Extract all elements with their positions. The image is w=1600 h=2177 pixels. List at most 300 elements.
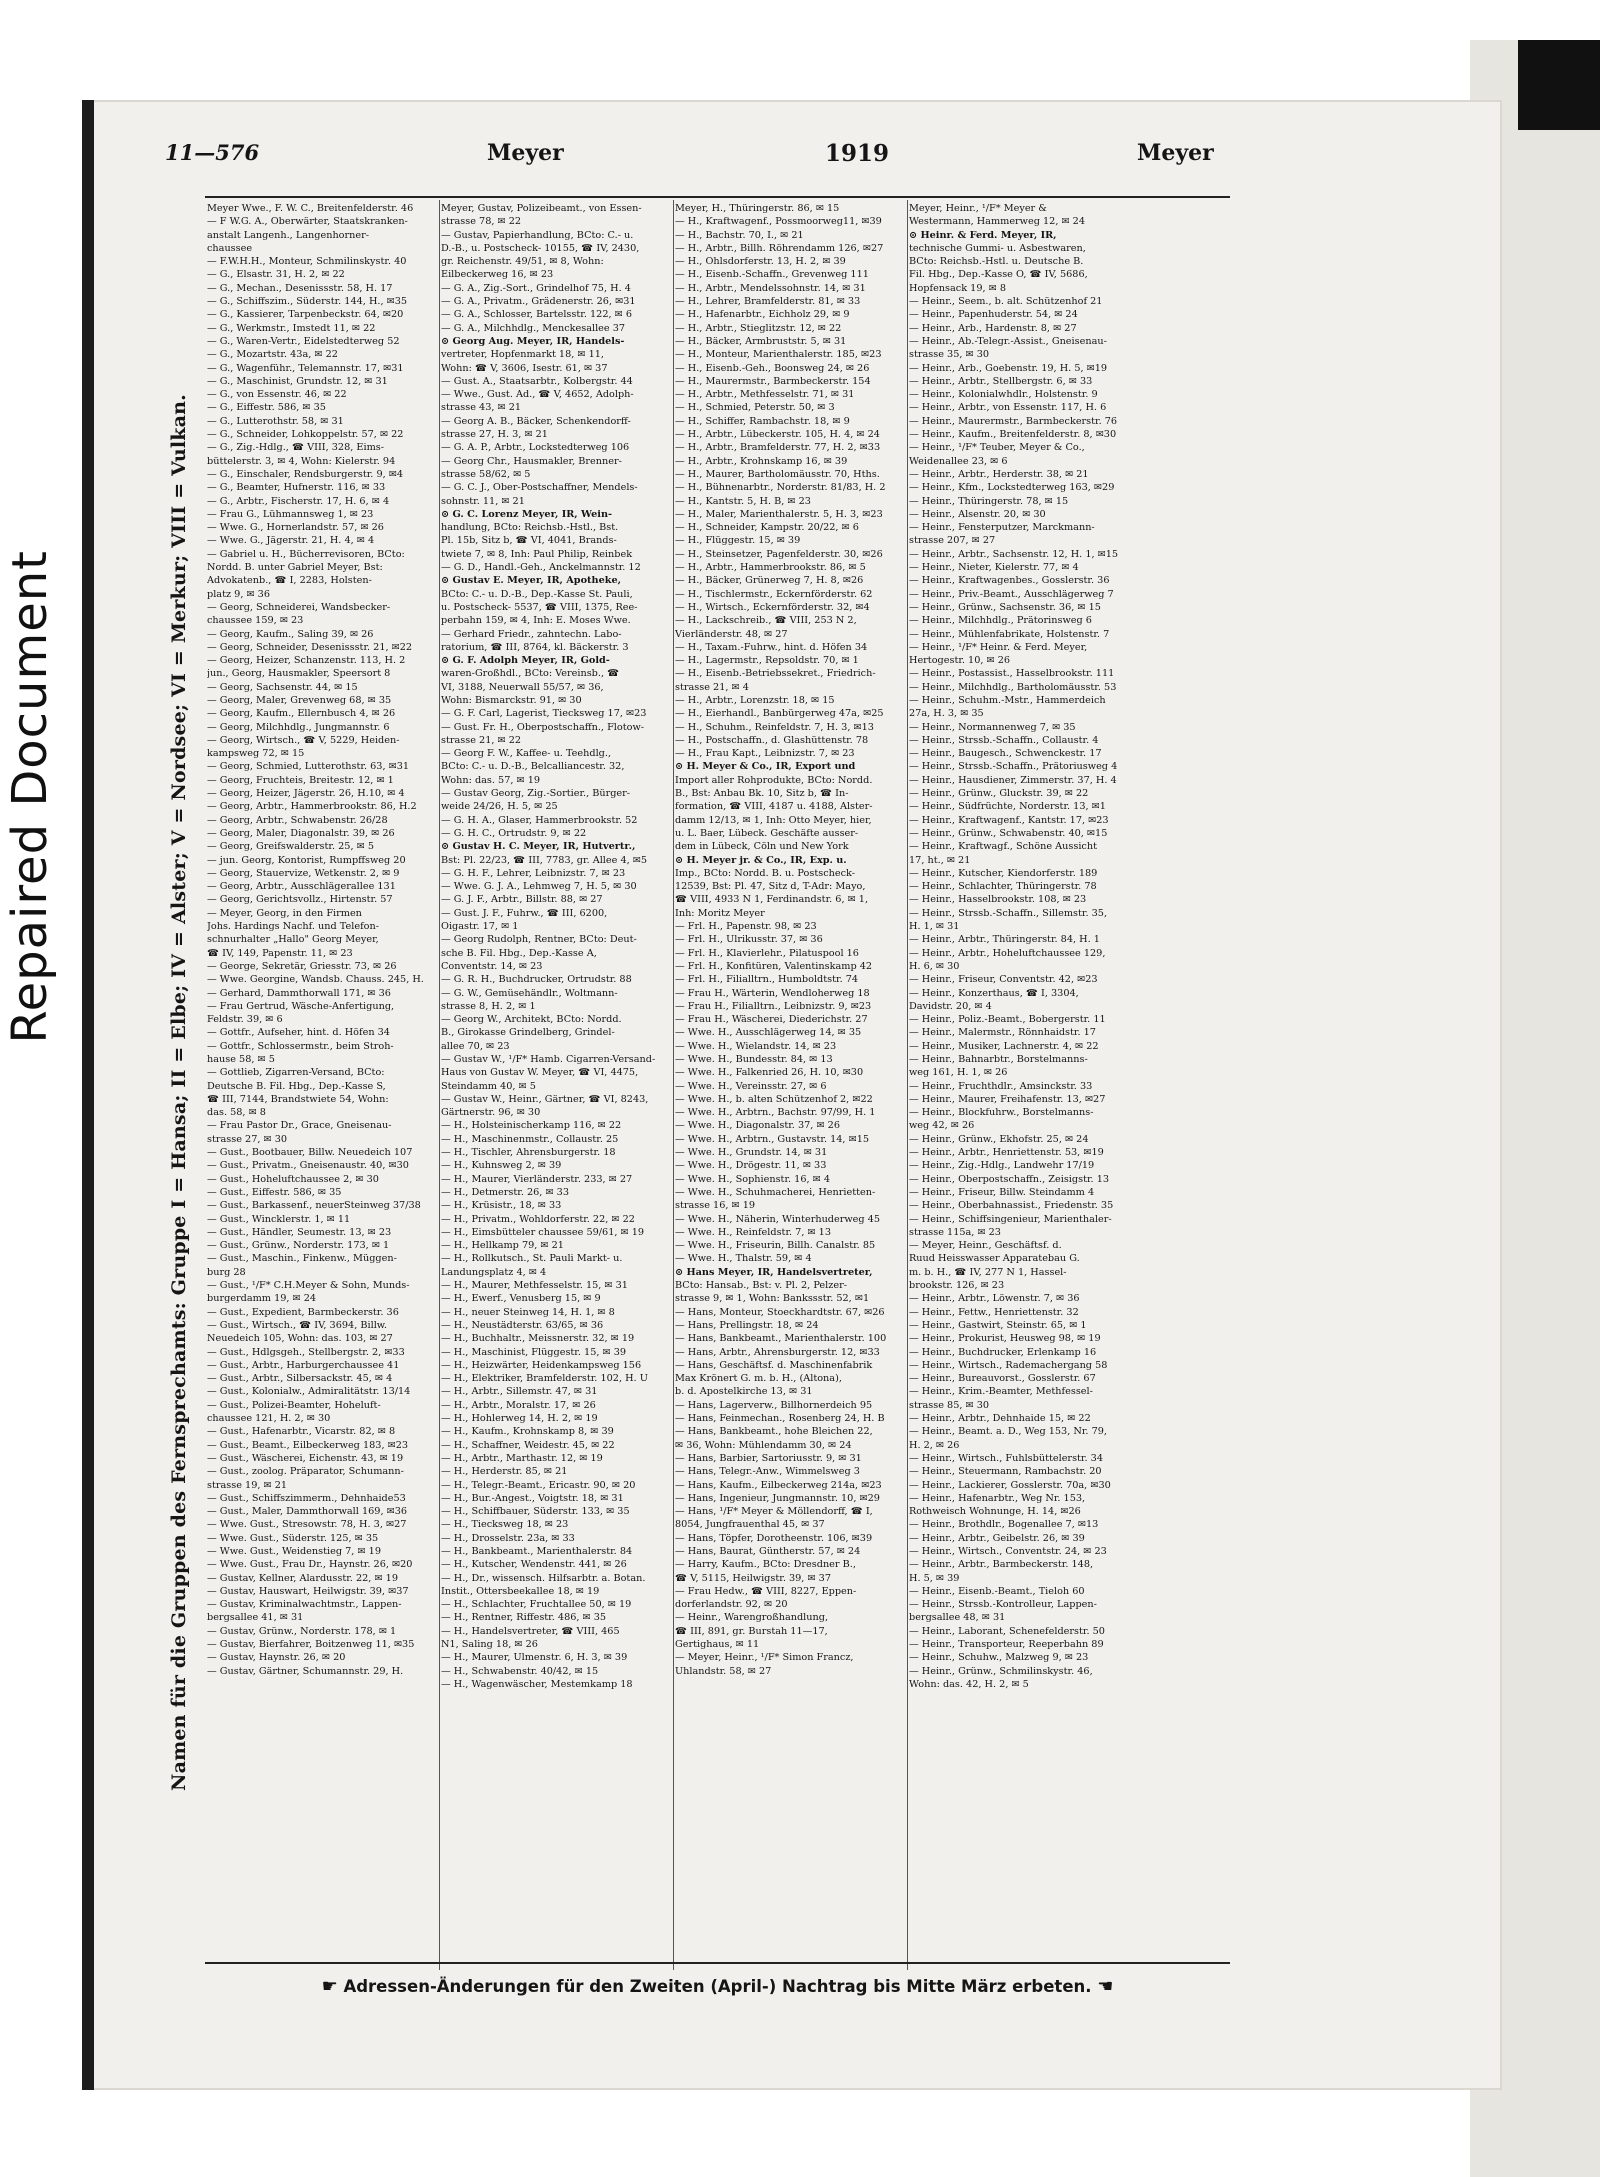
pointing-hand-left-icon: ☚ (1097, 1976, 1114, 1997)
directory-entry: — G. H. C., Ortrudstr. 9, ✉ 22 (441, 827, 587, 839)
directory-entry: — Georg, Wirtsch., ☎ V, 5229, Heiden- (207, 734, 400, 746)
directory-entry: — Georg, Arbtr., Ausschlägerallee 131 (207, 881, 396, 893)
directory-entry: — Wwe. Gust., Stresowstr. 78, H. 3, ✉27 (207, 1519, 407, 1531)
scan-corner-shadow (1518, 40, 1600, 130)
directory-entry: — Gustav, Hauswart, Heilwigstr. 39, ✉37 (207, 1585, 409, 1597)
directory-entry: — Wwe., Gust. Ad., ☎ V, 4652, Adolph- (441, 389, 634, 401)
directory-entry: B., Girokasse Grindelberg, Grindel- (441, 1027, 615, 1039)
directory-entry: — Heinr., Thüringerstr. 78, ✉ 15 (909, 495, 1069, 507)
directory-entry: — G. A., Schlosser, Bartelsstr. 122, ✉ 6 (441, 309, 633, 321)
directory-entry: — H., Schiffer, Rambachstr. 18, ✉ 9 (675, 415, 850, 427)
directory-entry: — H., Maurer, Bartholomäusstr. 70, Hths. (675, 468, 880, 480)
header-rule (205, 196, 1230, 198)
directory-entry: — G. R. H., Buchdrucker, Ortrudstr. 88 (441, 974, 632, 986)
directory-entry: — H., Schmied, Peterstr. 50, ✉ 3 (675, 402, 835, 414)
directory-entry: — Heinr., Hasselbrookstr. 108, ✉ 23 (909, 894, 1087, 906)
directory-column-2 (441, 202, 665, 1957)
directory-entry: gr. Reichenstr. 49/51, ✉ 8, Wohn: (441, 256, 604, 268)
column-divider (907, 200, 908, 1970)
directory-entry: handlung, BCto: Reichsb.-Hstl., Bst. (441, 522, 619, 534)
directory-entry: ratorium, ☎ III, 8764, kl. Bäckerstr. 3 (441, 641, 629, 653)
directory-entry: waren-Großhdl., BCto: Vereinsb., ☎ (441, 668, 620, 680)
directory-entry: — Heinr., Postassist., Hasselbrookstr. 111 (909, 668, 1115, 680)
directory-entry: — G., von Essenstr. 46, ✉ 22 (207, 389, 347, 401)
directory-column-4 (909, 202, 1169, 1957)
column-divider (439, 200, 440, 1970)
directory-entry: — H., Flüggestr. 15, ✉ 39 (675, 535, 801, 547)
directory-entry: — H., Bäcker, Grünerweg 7, H. 8, ✉26 (675, 575, 864, 587)
directory-entry: — Wwe. H., Sophienstr. 16, ✉ 4 (675, 1173, 831, 1185)
directory-entry: Haus von Gustav W. Meyer, ☎ VI, 4475, (441, 1067, 639, 1079)
directory-entry: — Heinr., Bureauvorst., Gosslerstr. 67 (909, 1373, 1096, 1385)
directory-entry: — Heinr., Arbtr., Barmbeckerstr. 148, (909, 1559, 1094, 1571)
directory-entry: — Heinr., Arbtr., Geibelstr. 26, ✉ 39 (909, 1532, 1085, 1544)
directory-entry: — Hans, Lagerverw., Billhornerdeich 95 (675, 1399, 873, 1411)
directory-entry: — Wwe. H., Schuhmacherei, Henrietten- (675, 1186, 876, 1198)
directory-entry: — H., Maler, Marienthalerstr. 5, H. 3, ✉23 (675, 508, 883, 520)
directory-entry: — Heinr., Arbtr., Löwenstr. 7, ✉ 36 (909, 1293, 1080, 1305)
directory-entry: — Gust., Beamt., Eilbeckerweg 183, ✉23 (207, 1439, 409, 1451)
directory-entry: — H., Kuhnsweg 2, ✉ 39 (441, 1160, 562, 1172)
directory-entry: platz 9, ✉ 36 (207, 588, 270, 600)
directory-entry: — H., Detmerstr. 26, ✉ 33 (441, 1186, 569, 1198)
directory-entry: — Gottfr., Schlossermstr., beim Stroh- (207, 1040, 394, 1052)
directory-entry: — H., Kantstr. 5, H. B, ✉ 23 (675, 495, 811, 507)
directory-entry: — H., Dr., wissensch. Hilfsarbtr. a. Botan. (441, 1572, 646, 1584)
directory-entry: u. Postscheck- 5537, ☎ VIII, 1375, Ree- (441, 601, 638, 613)
header-left-name: Meyer (487, 140, 564, 166)
directory-entry: — Gust., Maler, Dammthorwall 169, ✉36 (207, 1506, 408, 1518)
directory-entry: — H., Privatm., Wohldorferstr. 22, ✉ 22 (441, 1213, 635, 1225)
directory-entry: — Heinr., Hausdiener, Zimmerstr. 37, H. 4 (909, 774, 1117, 786)
directory-entry: strasse 9, ✉ 1, Wohn: Bankssstr. 52, ✉1 (675, 1293, 870, 1305)
directory-entry: — Georg, Heizer, Jägerstr. 26, H.10, ✉ 4 (207, 788, 405, 800)
directory-entry: — G., Arbtr., Fischerstr. 17, H. 6, ✉ 4 (207, 495, 390, 507)
directory-entry: — G. J. F., Arbtr., Billstr. 88, ✉ 27 (441, 894, 603, 906)
directory-entry: — Heinr., Wirtsch., Fuhlsbüttelerstr. 34 (909, 1452, 1103, 1464)
directory-entry: — Georg, Milchhdlg., Jungmannstr. 6 (207, 721, 390, 733)
directory-entry: Inh: Moritz Meyer (675, 907, 765, 919)
directory-entry: B., Bst: Anbau Bk. 10, Sitz b, ☎ In- (675, 788, 849, 800)
directory-entry: — Heinr., Schlachter, Thüringerstr. 78 (909, 881, 1097, 893)
directory-entry: — Wwe. H., Arbtrn., Bachstr. 97/99, H. 1 (675, 1107, 876, 1119)
directory-entry: büttelerstr. 3, ✉ 4, Wohn: Kielerstr. 94 (207, 455, 396, 467)
directory-entry: strasse 207, ✉ 27 (909, 535, 996, 547)
directory-entry: — Gust., Schiffszimmerm., Dehnhaide53 (207, 1492, 406, 1504)
directory-entry: — Heinr., Priv.-Beamt., Ausschlägerweg 7 (909, 588, 1114, 600)
directory-entry: Wohn: das. 57, ✉ 19 (441, 774, 541, 786)
directory-entry: 8054, Jungfrauenthal 45, ✉ 37 (675, 1519, 825, 1531)
directory-entry: — Wwe. H., Thalstr. 59, ✉ 4 (675, 1253, 812, 1265)
directory-entry: — H., Herderstr. 85, ✉ 21 (441, 1466, 568, 1478)
directory-entry: H. 6, ✉ 30 (909, 960, 960, 972)
directory-entry: — H., Kaufm., Krohnskamp 8, ✉ 39 (441, 1426, 614, 1438)
repaired-document-stamp: Repaired Document (2, 550, 58, 1044)
directory-entry: — G., Elsastr. 31, H. 2, ✉ 22 (207, 269, 345, 281)
directory-entry: — Heinr., Arbtr., von Essenstr. 117, H. 6 (909, 402, 1107, 414)
directory-entry: — Heinr., Strssb.-Schaffn., Sillemstr. 35, (909, 907, 1108, 919)
directory-entry: — H., Bankbeamt., Marienthalerstr. 84 (441, 1545, 633, 1557)
directory-entry: — Wwe. H., Arbtrn., Gustavstr. 14, ✉15 (675, 1133, 870, 1145)
directory-entry: — H., Telegr.-Beamt., Ericastr. 90, ✉ 20 (441, 1479, 636, 1491)
directory-entry: — Heinr., Hafenarbtr., Weg Nr. 153, (909, 1492, 1086, 1504)
directory-entry: allee 70, ✉ 23 (441, 1040, 510, 1052)
directory-entry: — Heinr., Kraftwagenf., Kantstr. 17, ✉23 (909, 814, 1109, 826)
directory-entry: — Georg, Kaufm., Saling 39, ✉ 26 (207, 628, 374, 640)
directory-entry: weg 161, H. 1, ✉ 26 (909, 1067, 1008, 1079)
header-right-name: Meyer (1137, 140, 1214, 166)
directory-entry: 12539, Bst: Pl. 47, Sitz d, T-Adr: Mayo, (675, 881, 866, 893)
directory-entry: — Heinr., Lackierer, Gosslerstr. 70a, ✉30 (909, 1479, 1111, 1491)
directory-entry: — Wwe. H., Bundesstr. 84, ✉ 13 (675, 1054, 833, 1065)
directory-entry: — H., Tischler, Ahrensburgerstr. 18 (441, 1147, 616, 1159)
directory-entry: — G., Werkmstr., Imstedt 11, ✉ 22 (207, 322, 376, 334)
directory-entry: — Heinr., Normannenweg 7, ✉ 35 (909, 721, 1076, 733)
directory-entry: strasse 16, ✉ 19 (675, 1200, 756, 1212)
directory-entry: Davidstr. 20, ✉ 4 (909, 1000, 992, 1012)
directory-entry: Imp., BCto: Nordd. B. u. Postscheck- (675, 867, 855, 879)
directory-entry: — H., Eimsbütteler chaussee 59/61, ✉ 19 (441, 1226, 645, 1238)
directory-entry: — Gustav W., Heinr., Gärtner, ☎ VI, 8243, (441, 1093, 649, 1105)
directory-entry: technische Gummi- u. Asbestwaren, (909, 242, 1086, 254)
directory-entry: — H., Wagenwäscher, Mestemkamp 18 (441, 1678, 633, 1690)
directory-entry: — Gustav, Papierhandlung, BCto: C.- u. (441, 229, 634, 241)
directory-entry: — Georg F. W., Kaffee- u. Teehdlg., (441, 748, 612, 760)
directory-entry: — Gust., Hafenarbtr., Vicarstr. 82, ✉ 8 (207, 1426, 396, 1438)
directory-entry: damm 12/13, ✉ 1, Inh: Otto Meyer, hier, (675, 814, 872, 826)
directory-entry: — H., Schneider, Kampstr. 20/22, ✉ 6 (675, 522, 859, 534)
directory-entry: — Wwe. H., Reinfeldstr. 7, ✉ 13 (675, 1226, 832, 1238)
directory-entry: — Gust., Arbtr., Harburgerchaussee 41 (207, 1359, 400, 1371)
directory-entry: — Heinr., Arb., Goebenstr. 19, H. 5, ✉19 (909, 362, 1108, 374)
directory-entry: Hertogestr. 10, ✉ 26 (909, 655, 1011, 667)
directory-entry: — Wwe. H., Näherin, Winterhuderweg 45 (675, 1213, 881, 1225)
directory-entry: — H., Maschinist, Flüggestr. 15, ✉ 39 (441, 1346, 627, 1358)
directory-entry: Max Krönert G. m. b. H., (Altona), (675, 1373, 842, 1385)
directory-entry: — H., Eisenb.-Betriebssekret., Friedrich- (675, 668, 876, 680)
directory-entry: strasse 27, H. 3, ✉ 21 (441, 429, 548, 441)
directory-entry: — H., Maurer, Vierländerstr. 233, ✉ 27 (441, 1173, 633, 1185)
directory-entry: ☎ III, 891, gr. Burstah 11—17, (675, 1625, 828, 1637)
directory-entry: — Heinr., Alsenstr. 20, ✉ 30 (909, 508, 1046, 520)
directory-entry: Meyer, Heinr., ¹/F* Meyer & (909, 203, 1047, 214)
directory-entry: b. d. Apostelkirche 13, ✉ 31 (675, 1386, 813, 1398)
directory-entry: — Heinr., Buchdrucker, Erlenkamp 16 (909, 1346, 1097, 1358)
directory-entry: — F.W.H.H., Monteur, Schmilinskystr. 40 (207, 256, 407, 268)
directory-entry: — Georg, Schneider, Desenissstr. 21, ✉22 (207, 641, 413, 653)
directory-entry: — G., Zig.-Hdlg., ☎ VIII, 328, Eims- (207, 442, 384, 454)
directory-entry: 17, ht., ✉ 21 (909, 854, 971, 866)
directory-entry: Uhlandstr. 58, ✉ 27 (675, 1665, 772, 1677)
directory-entry: H. 2, ✉ 26 (909, 1439, 960, 1451)
directory-entry: chaussee 121, H. 2, ✉ 30 (207, 1413, 331, 1425)
directory-entry: — Heinr., Arbtr., Hoheluftchaussee 129, (909, 947, 1106, 959)
directory-entry: — H., Eisenb.-Schaffn., Grevenweg 111 (675, 269, 869, 281)
directory-entry: — H., Maschinenmstr., Collaustr. 25 (441, 1133, 619, 1145)
directory-entry: — Gustav, Gärtner, Schumannstr. 29, H. (207, 1665, 404, 1677)
directory-entry: — Gust. A., Staatsarbtr., Kolbergstr. 44 (441, 375, 633, 387)
directory-entry: — H., Arbtr., Lorenzstr. 18, ✉ 15 (675, 694, 835, 706)
directory-entry: — Heinr., Arbtr., Herderstr. 38, ✉ 21 (909, 468, 1089, 480)
directory-entry: — Heinr., Arbtr., Thüringerstr. 84, H. 1 (909, 934, 1100, 946)
directory-entry: — H., Tischlermstr., Eckernförderstr. 62 (675, 588, 873, 600)
directory-entry: — Wwe. H., Friseurin, Billh. Canalstr. 85 (675, 1240, 876, 1252)
directory-entry: ☎ IV, 149, Papenstr. 11, ✉ 23 (207, 947, 353, 959)
directory-entry: — Gust., Barkassenf., neuerSteinweg 37/38 (207, 1200, 421, 1212)
directory-entry: — H., Neustädterstr. 63/65, ✉ 36 (441, 1319, 604, 1331)
directory-entry: ☎ III, 7144, Brandstwiete 54, Wohn: (207, 1093, 389, 1105)
directory-entry: — Gottlieb, Zigarren-Versand, BCto: (207, 1067, 385, 1079)
directory-entry: Fil. Hbg., Dep.-Kasse O, ☎ IV, 5686, (909, 269, 1088, 281)
directory-entry: — Heinr., Arbtr., Henriettenstr. 53, ✉19 (909, 1147, 1104, 1159)
directory-entry: — Heinr., Oberpostschaffn., Zeisigstr. 13 (909, 1173, 1110, 1185)
directory-entry: Nordd. B. unter Gabriel Meyer, Bst: (207, 562, 383, 574)
directory-entry: ☎ V, 5115, Heilwigstr. 39, ✉ 37 (675, 1572, 831, 1584)
directory-entry: — Heinr., Steuermann, Rambachstr. 20 (909, 1466, 1102, 1478)
directory-entry: — Heinr., Arbtr., Sachsenstr. 12, H. 1, ✉15 (909, 548, 1119, 560)
directory-entry: — Heinr., Arbtr., Stellbergstr. 6, ✉ 33 (909, 375, 1093, 387)
directory-entry: — H., Arbtr., Lübeckerstr. 105, H. 4, ✉ 24 (675, 429, 880, 441)
directory-entry: — Wwe. Georgine, Wandsb. Chauss. 245, H. (207, 974, 424, 986)
directory-entry: — Heinr., Friseur, Billw. Steindamm 4 (909, 1186, 1095, 1198)
directory-entry: formation, ☎ VIII, 4187 u. 4188, Alster- (675, 801, 873, 813)
directory-entry: — Heinr., Baugesch., Schwenckestr. 17 (909, 748, 1102, 760)
directory-entry: — Heinr., Strssb.-Schaffn., Collaustr. 4 (909, 734, 1099, 746)
directory-entry: — H., Ohlsdorferstr. 13, H. 2, ✉ 39 (675, 256, 846, 268)
directory-entry: — Georg, Heizer, Schanzenstr. 113, H. 2 (207, 655, 406, 667)
directory-entry: — Wwe. H., Wielandstr. 14, ✉ 23 (675, 1040, 837, 1052)
page-footer (205, 1976, 1230, 2006)
directory-entry: — H., Hellkamp 79, ✉ 21 (441, 1240, 564, 1252)
directory-entry: — Heinr., ¹/F* Teuber, Meyer & Co., (909, 442, 1085, 454)
directory-entry: — Gust., ¹/F* C.H.Meyer & Sohn, Munds- (207, 1280, 410, 1292)
directory-entry: vertreter, Hopfenmarkt 18, ✉ 11, (441, 349, 605, 361)
directory-entry: — Wwe. G. J. A., Lehmweg 7, H. 5, ✉ 30 (441, 881, 637, 893)
directory-entry: — Heinr., Milchhdlg., Prätorinsweg 6 (909, 615, 1092, 627)
directory-entry: ⊙ Gustav H. C. Meyer, IR, Hutvertr., (441, 841, 636, 853)
directory-entry: strasse 85, ✉ 30 (909, 1399, 990, 1411)
directory-entry: — H., Arbtr., Hammerbrookstr. 86, ✉ 5 (675, 562, 866, 574)
directory-entry: — G., Kassierer, Tarpenbeckstr. 64, ✉20 (207, 309, 404, 321)
directory-entry: — G. F. Carl, Lagerist, Tiecksweg 17, ✉23 (441, 708, 647, 720)
directory-column-1 (207, 202, 431, 1957)
directory-entry: Meyer, H., Thüringerstr. 86, ✉ 15 (675, 203, 840, 214)
directory-entry: ☎ VIII, 4933 N 1, Ferdinandstr. 6, ✉ 1, (675, 894, 869, 906)
directory-entry: weg 42, ✉ 26 (909, 1120, 975, 1132)
directory-entry: — Hans, Arbtr., Ahrensburgerstr. 12, ✉33 (675, 1346, 880, 1358)
directory-entry: — H., Lagermstr., Repsoldstr. 70, ✉ 1 (675, 655, 859, 667)
directory-entry: — Heinr., Zig.-Hdlg., Landwehr 17/19 (909, 1160, 1095, 1172)
directory-entry: — Wwe. H., Vereinsstr. 27, ✉ 6 (675, 1080, 827, 1092)
directory-entry: sohnstr. 11, ✉ 21 (441, 495, 525, 507)
directory-entry: — Gust., Maschin., Finkenw., Müggen- (207, 1253, 397, 1265)
directory-entry: — Gust., Bootbauer, Billw. Neuedeich 107 (207, 1147, 413, 1159)
directory-entry: Conventstr. 14, ✉ 23 (441, 960, 543, 972)
directory-entry: — Heinr., Maurer, Freihafenstr. 13, ✉27 (909, 1093, 1106, 1105)
directory-entry: Ruud Heisswasser Apparatebau G. (909, 1253, 1080, 1265)
directory-entry: — Heinr., Bahnarbtr., Borstelmanns- (909, 1054, 1088, 1065)
directory-entry: — Georg W., Architekt, BCto: Nordd. (441, 1014, 622, 1026)
directory-entry: — H., Arbtr., Marthastr. 12, ✉ 19 (441, 1452, 603, 1464)
directory-entry: Westermann, Hammerweg 12, ✉ 24 (909, 216, 1086, 228)
directory-entry: — Hans, Geschäftsf. d. Maschinenfabrik (675, 1359, 873, 1371)
directory-entry: Gärtnerstr. 96, ✉ 30 (441, 1107, 541, 1119)
directory-entry: Meyer Wwe., F. W. C., Breitenfelderstr. 46 (207, 203, 414, 214)
directory-entry: kampsweg 72, ✉ 15 (207, 748, 305, 760)
directory-entry: — G. H. A., Glaser, Hammerbrookstr. 52 (441, 814, 638, 826)
directory-entry: — Heinr., Malermstr., Rönnhaidstr. 17 (909, 1027, 1096, 1039)
directory-entry: — H., Arbtr., Sillemstr. 47, ✉ 31 (441, 1386, 598, 1398)
directory-entry: — Gerhard Friedr., zahntechn. Labo- (441, 628, 622, 640)
directory-entry: — Frau Pastor Dr., Grace, Gneisenau- (207, 1120, 392, 1132)
directory-entry: Feldstr. 39, ✉ 6 (207, 1014, 283, 1026)
directory-entry: dem in Lübeck, Cöln und New York (675, 841, 849, 853)
directory-entry: hause 58, ✉ 5 (207, 1054, 275, 1065)
directory-entry: — Gust., Expedient, Barmbeckerstr. 36 (207, 1306, 399, 1318)
page-header (165, 140, 1225, 174)
directory-entry: — H., Schlachter, Fruchtallee 50, ✉ 19 (441, 1599, 632, 1611)
directory-entry: — Heinr., Schuhm.-Mstr., Hammerdeich (909, 694, 1106, 706)
directory-entry: — G., Mechan., Desenissstr. 58, H. 17 (207, 282, 393, 294)
directory-entry: — Georg, Maler, Grevenweg 68, ✉ 35 (207, 694, 392, 706)
directory-entry: — F W.G. A., Oberwärter, Staatskranken- (207, 216, 408, 228)
directory-entry: — Hans, Baurat, Güntherstr. 57, ✉ 24 (675, 1545, 861, 1557)
directory-entry: — Hans, Monteur, Stoeckhardtstr. 67, ✉26 (675, 1306, 885, 1318)
directory-entry: — Gabriel u. H., Bücherrevisoren, BCto: (207, 548, 405, 560)
directory-entry: — Georg, Fruchteis, Breitestr. 12, ✉ 1 (207, 774, 394, 786)
directory-entry: — Heinr., Grünw., Gluckstr. 39, ✉ 22 (909, 788, 1089, 800)
directory-entry: Wohn: ☎ V, 3606, Isestr. 61, ✉ 37 (441, 362, 608, 374)
directory-entry: — Wwe. H., Falkenried 26, H. 10, ✉30 (675, 1067, 864, 1079)
directory-entry: — G., Wagenführ., Telemannstr. 17, ✉31 (207, 362, 404, 374)
directory-entry: — Wwe. H., Ausschlägerweg 14, ✉ 35 (675, 1027, 862, 1039)
directory-entry: — Hans, Töpfer, Dorotheenstr. 106, ✉39 (675, 1532, 873, 1544)
directory-entry: perbahn 159, ✉ 4, Inh: E. Moses Wwe. (441, 615, 631, 627)
directory-entry: — Georg, Arbtr., Schwabenstr. 26/28 (207, 814, 388, 826)
directory-entry: ⊙ G. C. Lorenz Meyer, IR, Wein- (441, 508, 613, 520)
directory-entry: — H., Arbtr., Bramfelderstr. 77, H. 2, ✉33 (675, 442, 881, 454)
directory-entry: 27a, H. 3, ✉ 35 (909, 708, 984, 720)
directory-entry: — Georg, Gerichtsvollz., Hirtenstr. 57 (207, 894, 393, 906)
directory-entry: — H., Arbtr., Billh. Röhrendamm 126, ✉27 (675, 242, 884, 254)
directory-entry: Johs. Hardings Nachf. und Telefon- (207, 921, 380, 933)
directory-entry: ⊙ H. Meyer jr. & Co., IR, Exp. u. (675, 854, 847, 866)
directory-entry: — Gust., Eiffestr. 586, ✉ 35 (207, 1186, 342, 1198)
directory-entry: — Hans, ¹/F* Meyer & Möllendorff, ☎ I, (675, 1506, 873, 1518)
directory-entry: — Heinr., Transporteur, Reeperbahn 89 (909, 1639, 1104, 1651)
directory-entry: — Hans, Barbier, Sartoriusstr. 9, ✉ 31 (675, 1452, 862, 1464)
directory-entry: bergsallee 41, ✉ 31 (207, 1612, 304, 1624)
directory-entry: Steindamm 40, ✉ 5 (441, 1080, 536, 1092)
directory-entry: — H., Heizwärter, Heidenkampsweg 156 (441, 1359, 642, 1371)
directory-entry: — H., Maurer, Methfesselstr. 15, ✉ 31 (441, 1280, 628, 1292)
directory-entry: strasse 21, ✉ 22 (441, 734, 522, 746)
directory-entry: — Harry, Kaufm., BCto: Dresdner B., (675, 1559, 856, 1571)
directory-entry: — Heinr., Poliz.-Beamt., Bobergerstr. 11 (909, 1014, 1106, 1026)
directory-entry: — Heinr., Wirtsch., Conventstr. 24, ✉ 23 (909, 1545, 1107, 1557)
directory-entry: chaussee 159, ✉ 23 (207, 615, 304, 627)
directory-entry: — H., Taxam.-Fuhrw., hint. d. Höfen 34 (675, 641, 868, 653)
directory-entry: — Heinr., Prokurist, Heusweg 98, ✉ 19 (909, 1333, 1101, 1345)
directory-entry: — Frl. H., Papenstr. 98, ✉ 23 (675, 921, 817, 933)
directory-entry: Deutsche B. Fil. Hbg., Dep.-Kasse S, (207, 1080, 386, 1092)
directory-entry: — Gust., Kolonialw., Admiralitätstr. 13/14 (207, 1386, 411, 1398)
directory-entry: — Wwe. G., Hornerlandstr. 57, ✉ 26 (207, 522, 384, 534)
directory-entry: — Heinr., Oberbahnassist., Friedenstr. 35 (909, 1200, 1114, 1212)
directory-entry: — Wwe. Gust., Süderstr. 125, ✉ 35 (207, 1532, 379, 1544)
directory-entry: D.-B., u. Postscheck- 10155, ☎ IV, 2430, (441, 242, 640, 254)
directory-entry: — Gust., Wincklerstr. 1, ✉ 11 (207, 1213, 351, 1225)
directory-entry: — H., Drosselstr. 23a, ✉ 33 (441, 1532, 575, 1544)
directory-entry: Vierländerstr. 48, ✉ 27 (675, 628, 788, 640)
directory-entry: — H., Rollkutsch., St. Pauli Markt- u. (441, 1253, 623, 1265)
directory-entry: — H., Rentner, Riffestr. 486, ✉ 35 (441, 1612, 607, 1624)
directory-entry: — H., Bühnenarbtr., Norderstr. 81/83, H. 2 (675, 482, 886, 494)
directory-entry: — H., Eierhandl., Banbürgerweg 47a, ✉25 (675, 708, 884, 720)
directory-entry: — Frau Hedw., ☎ VIII, 8227, Eppen- (675, 1585, 857, 1597)
directory-entry: — Heinr., Strssb.-Schaffn., Prätoriusweg 4 (909, 761, 1118, 773)
directory-entry: — Wwe. Gust., Weidenstieg 7, ✉ 19 (207, 1545, 381, 1557)
directory-entry: — Frl. H., Filialltrn., Humboldtstr. 74 (675, 974, 859, 986)
directory-entry: — Georg A. B., Bäcker, Schenkendorff- (441, 415, 631, 427)
directory-entry: — Meyer, Georg, in den Firmen (207, 907, 362, 919)
directory-entry: — Heinr., Musiker, Lachnerstr. 4, ✉ 22 (909, 1040, 1099, 1052)
directory-entry: — Heinr., Blockfuhrw., Borstelmanns- (909, 1107, 1094, 1119)
directory-entry: — Heinr., Friseur, Conventstr. 42, ✉23 (909, 974, 1098, 986)
directory-entry: — G., Schneider, Lohkoppelstr. 57, ✉ 22 (207, 429, 404, 441)
directory-entry: — G. A. P., Arbtr., Lockstedterweg 106 (441, 442, 630, 454)
directory-entry: — H., Kutscher, Wendenstr. 441, ✉ 26 (441, 1559, 627, 1571)
directory-entry: — G. A., Milchhdlg., Menckesallee 37 (441, 322, 626, 334)
directory-entry: — Heinr., Arbtr., Dehnhaide 15, ✉ 22 (909, 1413, 1091, 1425)
directory-entry: — H., Buchhaltr., Meissnerstr. 32, ✉ 19 (441, 1333, 635, 1345)
directory-entry: — Gust., Privatm., Gneisenaustr. 40, ✉30 (207, 1160, 409, 1172)
directory-entry: — Wwe. H., Grundstr. 14, ✉ 31 (675, 1147, 828, 1159)
directory-entry: — Heinr., Kutscher, Kiendorferstr. 189 (909, 867, 1098, 879)
directory-entry: — Gustav Georg, Zig.-Sortier., Bürger- (441, 788, 631, 800)
directory-entry: — Georg Chr., Hausmakler, Brenner- (441, 455, 622, 467)
directory-entry: — Wwe. Gust., Frau Dr., Haynstr. 26, ✉20 (207, 1559, 413, 1571)
directory-entry: — Frau H., Filialltrn., Leibnizstr. 9, ✉23 (675, 1000, 872, 1012)
directory-entry: — G., Beamter, Hufnerstr. 116, ✉ 33 (207, 482, 386, 494)
footer-rule (205, 1962, 1230, 1964)
directory-entry: — H., Hafenarbtr., Eichholz 29, ✉ 9 (675, 309, 850, 321)
directory-entry: — Gust., Polizei-Beamter, Hoheluft- (207, 1399, 381, 1411)
directory-entry: chaussee (207, 242, 253, 254)
directory-entry: Hopfensack 19, ✉ 8 (909, 282, 1007, 294)
directory-entry: — Heinr., Schiffsingenieur, Marienthaler- (909, 1213, 1112, 1225)
directory-entry: — Heinr., Kraftwagenbes., Gosslerstr. 36 (909, 575, 1110, 587)
directory-entry: — Georg, Arbtr., Hammerbrookstr. 86, H.2 (207, 801, 417, 813)
directory-entry: — Heinr., Beamt. a. D., Weg 153, Nr. 79, (909, 1426, 1107, 1438)
directory-entry: ⊙ G. F. Adolph Meyer, IR, Gold- (441, 655, 610, 667)
directory-entry: Oigastr. 17, ✉ 1 (441, 921, 519, 933)
directory-entry: — Heinr., Fensterputzer, Marckmann- (909, 522, 1095, 534)
directory-entry: — Heinr., Warengroßhandlung, (675, 1612, 829, 1624)
directory-entry: sche B. Fil. Hbg., Dep.-Kasse A, (441, 947, 597, 959)
directory-entry: — Heinr., Konzerthaus, ☎ I, 3304, (909, 987, 1079, 999)
directory-entry: burg 28 (207, 1266, 246, 1278)
directory-entry: — G. C. J., Ober-Postschaffner, Mendels- (441, 482, 638, 494)
directory-entry: strasse 8, H. 2, ✉ 1 (441, 1000, 536, 1012)
directory-entry: — H., Arbtr., Krohnskamp 16, ✉ 39 (675, 455, 848, 467)
directory-entry: — Heinr., Grünw., Ekhofstr. 25, ✉ 24 (909, 1133, 1089, 1145)
directory-entry: VI, 3188, Neuerwall 55/57, ✉ 36, (441, 681, 604, 693)
directory-entry: — Frau H., Wäscherei, Diederichstr. 27 (675, 1014, 868, 1026)
directory-entry: Neuedeich 105, Wohn: das. 103, ✉ 27 (207, 1333, 393, 1345)
directory-entry: BCto: Hansab., Bst: v. Pl. 2, Pelzer- (675, 1280, 847, 1292)
directory-entry: burgerdamm 19, ✉ 24 (207, 1293, 317, 1305)
